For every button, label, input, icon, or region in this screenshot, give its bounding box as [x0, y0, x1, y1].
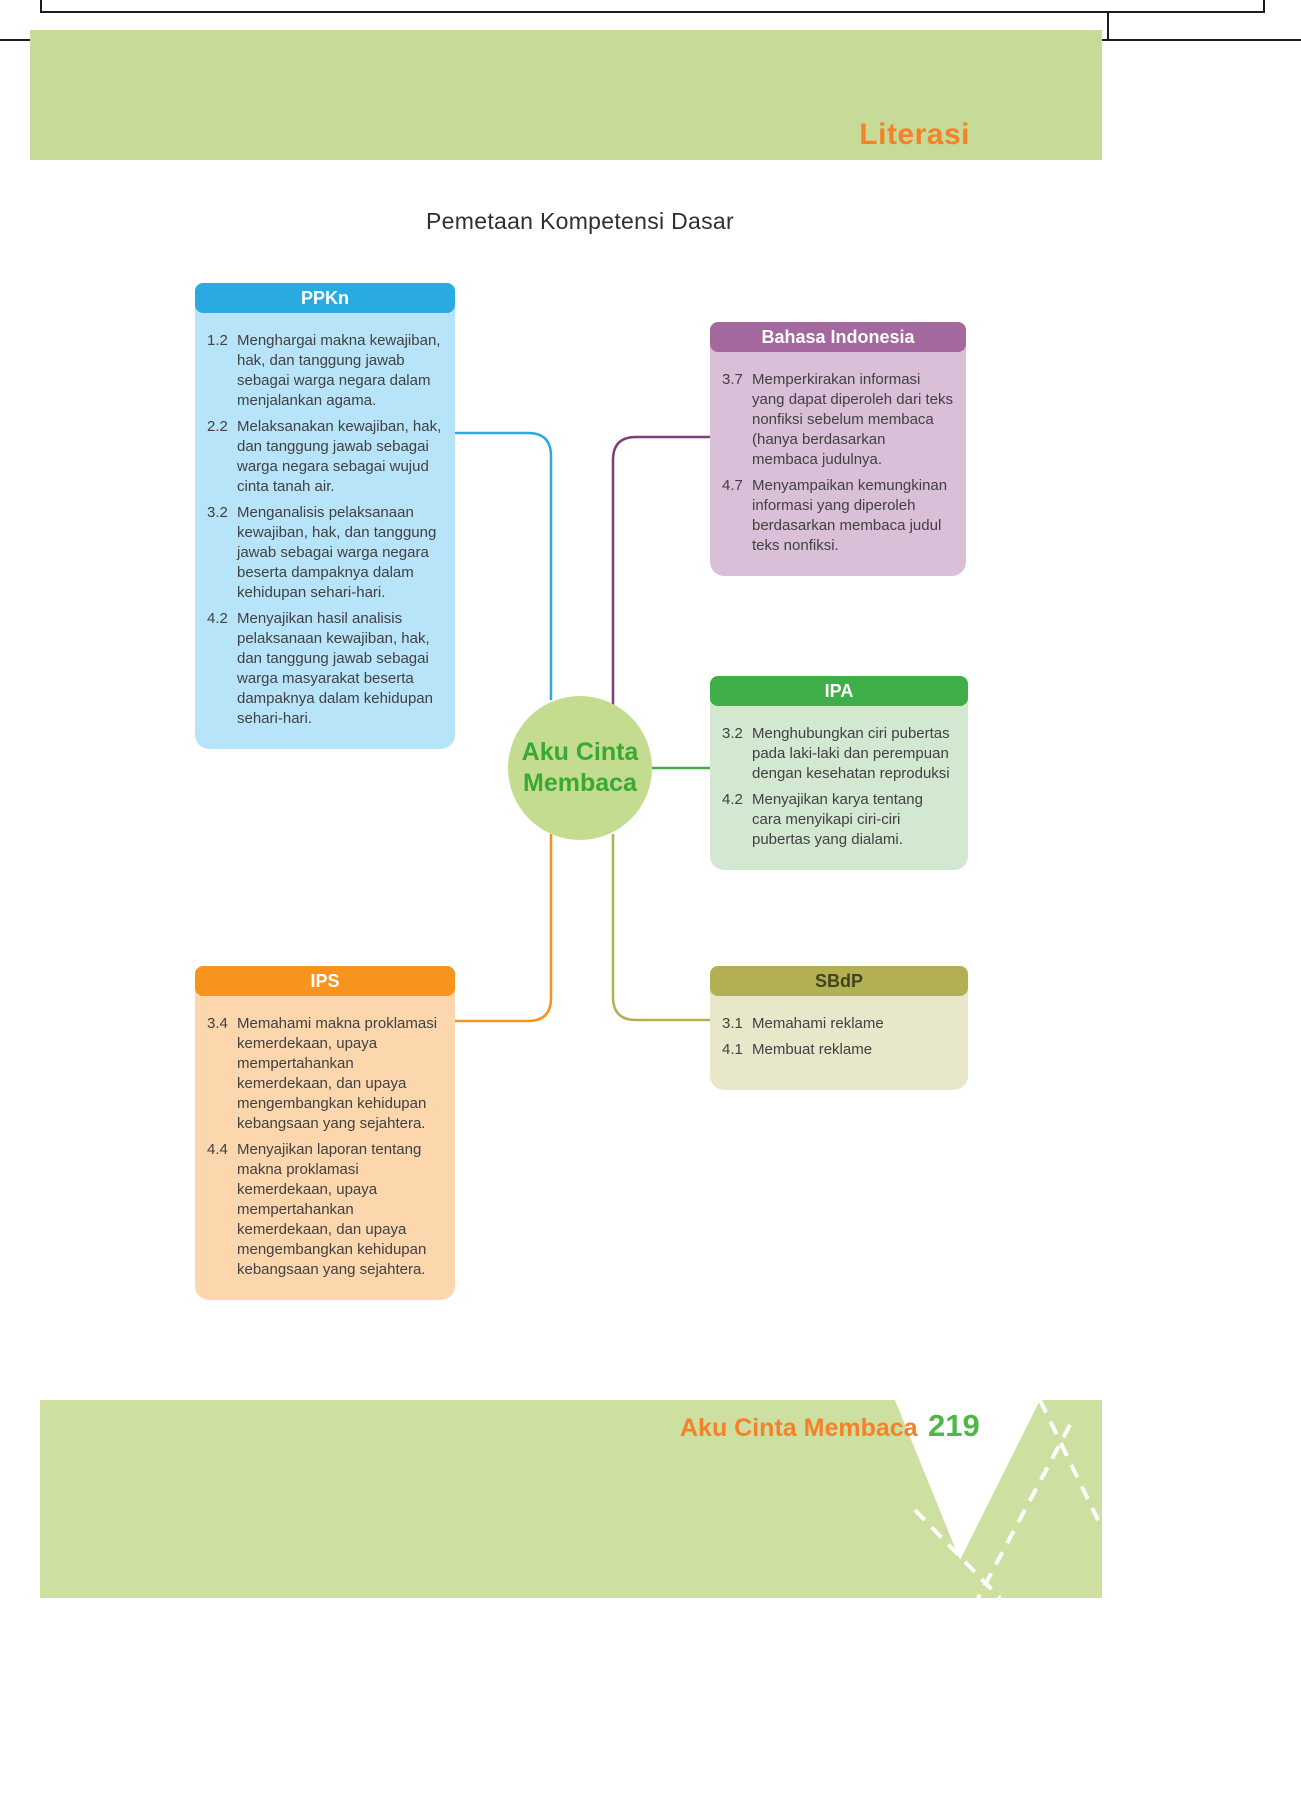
competency-number: 3.2	[207, 504, 228, 521]
connector-ppkn	[455, 433, 551, 700]
box-sbdp-title: SBdP	[710, 966, 968, 996]
box-ipa-title: IPA	[710, 676, 968, 706]
footer-chapter-title: Aku Cinta Membaca	[680, 1414, 918, 1442]
competency-number: 2.2	[207, 418, 228, 435]
competency-item	[722, 476, 954, 556]
center-node-line1: Aku Cinta	[521, 738, 639, 766]
competency-text: Melaksanakan kewajiban, hak, dan tanggung jawab sebagai warga negara sebagai wujud cinta tanah air.	[237, 418, 442, 495]
competency-text: Menyajikan hasil analisis pelaksanaan kewajiban, hak, dan tanggung jawab sebagai warga masyarakat beserta dampaknya dalam kehidupan sehari-hari.	[237, 610, 433, 727]
competency-item	[207, 503, 443, 603]
box-ips-title: IPS	[195, 966, 455, 996]
competency-number: 4.4	[207, 1141, 228, 1158]
competency-item	[722, 724, 956, 784]
competency-number: 4.1	[722, 1041, 743, 1058]
competency-text: Menyampaikan kemungkinan informasi yang diperoleh berdasarkan membaca judul teks nonfiksi.	[752, 477, 948, 554]
competency-text: Menyajikan karya tentang cara menyikapi ciri-ciri pubertas yang dialami.	[752, 791, 923, 848]
competency-item	[207, 331, 443, 411]
box-ppkn-title: PPKn	[195, 283, 455, 313]
competency-text: Menghubungkan ciri pubertas pada laki-laki dan perempuan dengan kesehatan reproduksi	[752, 725, 950, 782]
box-ppkn	[195, 283, 455, 749]
competency-text: Menghargai makna kewajiban, hak, dan tanggung jawab sebagai warga negara dalam menjalankan agama.	[237, 332, 441, 409]
competency-text: Menyajikan laporan tentang makna proklamasi kemerdekaan, upaya mempertahankan kemerdekaan, dan upaya mengembangkan kehidupan kebangsaan yang sejahtera.	[237, 1141, 427, 1278]
box-sbdp	[710, 966, 968, 1090]
competency-text: Memperkirakan informasi yang dapat diperoleh dari teks nonfiksi sebelum membaca (hanya berdasarkan membaca judulnya.	[752, 371, 953, 468]
competency-item	[722, 790, 956, 850]
competency-number: 3.7	[722, 371, 743, 388]
competency-item	[722, 1040, 956, 1060]
box-ipa	[710, 676, 968, 870]
competency-number: 3.2	[722, 725, 743, 742]
competency-item	[207, 1014, 443, 1134]
center-node-line2: Membaca	[523, 769, 637, 797]
box-ips	[195, 966, 455, 1300]
page-title: Pemetaan Kompetensi Dasar	[426, 208, 734, 234]
connector-ips	[455, 834, 551, 1021]
competency-item	[207, 417, 443, 497]
competency-number: 4.2	[207, 610, 228, 627]
footer-deco-dash-edge	[1040, 1400, 1098, 1520]
connector-bahasa-indonesia	[613, 437, 710, 706]
competency-text: Menganalisis pelaksanaan kewajiban, hak, dan tanggung jawab sebagai warga negara beserta dampaknya dalam kehidupan sehari-hari.	[237, 504, 437, 601]
connector-sbdp	[613, 834, 710, 1020]
competency-number: 4.7	[722, 477, 743, 494]
competency-item	[207, 1140, 443, 1280]
competency-number: 3.4	[207, 1015, 228, 1032]
competency-text: Memahami makna proklamasi kemerdekaan, upaya mempertahankan kemerdekaan, dan upaya mengembangkan kehidupan kebangsaan yang sejahtera.	[237, 1015, 438, 1132]
literasi-label: Literasi	[859, 118, 970, 151]
page-number: 219	[928, 1408, 980, 1443]
competency-number: 3.1	[722, 1015, 743, 1032]
competency-item	[722, 370, 954, 470]
center-node	[508, 696, 652, 840]
competency-number: 1.2	[207, 332, 228, 349]
competency-number: 4.2	[722, 791, 743, 808]
box-bahasa-indonesia-title: Bahasa Indonesia	[710, 322, 966, 352]
competency-text: Membuat reklame	[752, 1041, 873, 1058]
competency-item	[207, 609, 443, 729]
competency-item	[722, 1014, 956, 1034]
box-bahasa-indonesia	[710, 322, 966, 576]
competency-text: Memahami reklame	[752, 1015, 884, 1032]
